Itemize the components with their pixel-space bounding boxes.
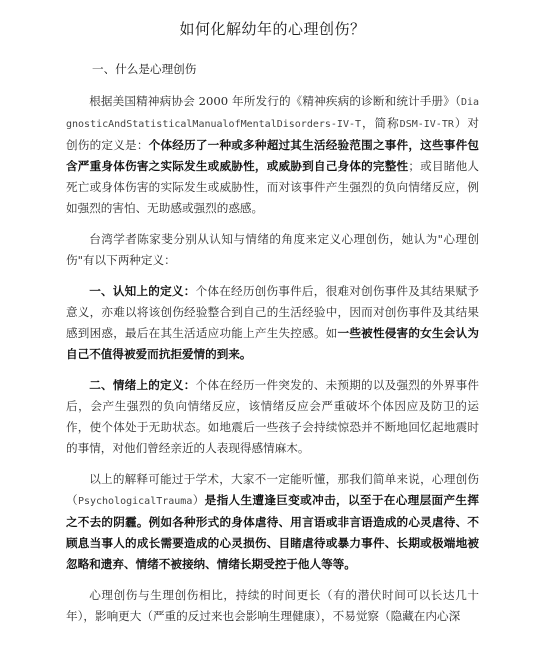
p5-text-b: ） — [192, 493, 205, 507]
p1-text-d: ；或目睹他人死亡或身体伤害的实际发生或威胁性，而对该事件产生强烈的负向情绪反应，例如强烈的害怕、无助感或强烈的惑感。 — [66, 159, 479, 215]
p3-lead: 一、认知上的定义： — [89, 284, 196, 298]
section-heading: 一、什么是心理创伤 — [92, 62, 197, 76]
p1-text-c: ）对创伤的定义是： — [66, 116, 479, 152]
paragraph-comparison: 心理创伤与生理创伤相比，持续的时间更长（有的潜伏时间可以长达几十年），影响更大（严重的反过来也会影响生理健康），不易觉察（隐藏在内心深 — [66, 588, 479, 623]
p4-lead: 二、情绪上的定义： — [89, 378, 196, 392]
p1-text-b: ，简称 — [361, 116, 400, 130]
paragraph-cognitive — [66, 281, 479, 365]
p3-text: 个体在经历创伤事件后，很难对创伤事件及其结果赋予意义，亦难以将该创伤经验整合到自己的生活经验中，因而对创伤事件及其结果感到困惑，最后在其生活适应功能上产生失控感。如 — [66, 284, 479, 340]
p5-ref: PsychologicalTrauma — [77, 496, 193, 507]
p1-ref2: DSM-IV-TR — [399, 119, 454, 130]
p4-text: 个体在经历一件突发的、未预期的以及强烈的外界事件后，会产生强烈的负向情绪反应，该情绪反应会严重破坏个体因应及防卫的运作，使个体处于无助状态。如地震后一些孩子会持续惊恐并不断地回忆起地震时的事情，对他们曾经亲近的人表现得感情麻木。 — [66, 378, 479, 455]
p1-bold: 个体经历了一种或多种超过其生活经验范围之事件，这些事件包含严重身体伤害之实际发生或威胁性，或威胁到自己身体的完整性 — [66, 138, 479, 173]
p5-bold: 是指人生遭逢巨变或冲击，以至于在心理层面产生挥之不去的阴霾。例如各种形式的身体虐待、用言语或非言语造成的心灵虐待、不顾息当事人的成长需要造成的心灵损伤、目睹虐待或暴力事件、长期或极端地被忽略和遗弃、情绪不被接纳、情绪长期受控于他人等等。 — [66, 493, 479, 571]
p3-bold: 一些被性侵害的女生会认为自己不值得被爱而抗拒爱情的到来。 — [66, 326, 479, 361]
paragraph-simple-explanation — [66, 469, 479, 575]
paragraph-definition — [66, 91, 479, 219]
p5-text-a: 以上的解释可能过于学术，大家不一定能听懂，那我们简单来说，心理创伤（ — [66, 472, 479, 507]
paragraph-scholar: 台湾学者陈家斐分别从认知与情绪的角度来定义心理创伤，她认为"心理创伤"有以下两种定义： — [66, 232, 479, 267]
document-title: 如何化解幼年的心理创伤？ — [179, 20, 366, 38]
p1-ref: DiagnosticAndStatisticalManualofMentalDisorders-IV-T — [66, 97, 479, 130]
p1-text-a: 根据美国精神病协会 2000 年所发行的《精神疾病的诊断和统计手册》（ — [89, 94, 461, 108]
paragraph-emotional — [66, 375, 479, 459]
